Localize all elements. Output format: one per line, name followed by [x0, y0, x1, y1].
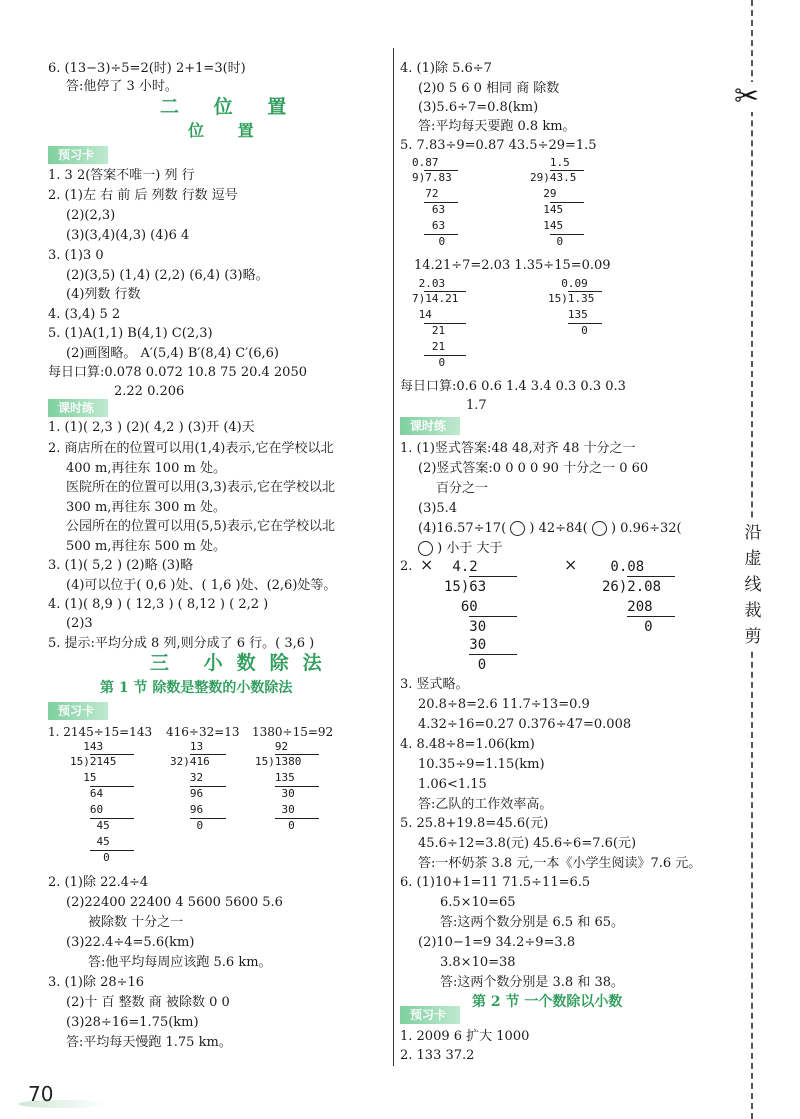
- answer-line: 4. (3,4) 5 2: [48, 307, 121, 322]
- comparison-text: ) 0.96÷32(: [610, 521, 682, 536]
- answer-line: 2. 133 37.2: [400, 1048, 475, 1063]
- division-row: 21: [412, 324, 446, 337]
- division-equation: 1380÷15=92: [252, 725, 334, 739]
- division-row: 14: [412, 308, 432, 321]
- answer-line: 4. 8.48÷8=1.06(km): [400, 737, 535, 752]
- division-row: 21: [412, 340, 446, 353]
- division-row: 135: [255, 771, 295, 784]
- answer-circle: [418, 541, 433, 556]
- answer-line: 1. (1)( 2,3 ) (2)( 4,2 ) (3)开 (4)天: [48, 420, 255, 435]
- answer-line: 4.32÷16=0.27 0.376÷47=0.008: [418, 717, 632, 732]
- answer-line: 答:平均每天要跑 0.8 km。: [418, 119, 576, 134]
- answer-line: (3)5.6÷7=0.8(km): [418, 100, 539, 115]
- answer-line: 3.8×10=38: [440, 955, 516, 970]
- answer-line: 5. (1)A(1,1) B(4,1) C(2,3): [48, 326, 213, 341]
- answer-circle: [510, 521, 525, 536]
- answer-line: 1. 3 2(答案不唯一) 列 行: [48, 168, 195, 183]
- answer-line: 答:这两个数分别是 6.5 和 65。: [440, 915, 624, 930]
- division-row: 0.09: [548, 277, 588, 290]
- division-row: 30: [444, 637, 487, 653]
- answer-line: 3. (1)3 0: [48, 248, 104, 263]
- lesson-practice-tag: 课时练: [48, 399, 108, 417]
- answer-line: 1.06<1.15: [418, 777, 487, 792]
- answer-line: (4)可以位于( 0,6 )处、( 1,6 )处、(2,6)处等。: [66, 578, 337, 593]
- page-number: 70: [28, 1082, 54, 1106]
- answer-line: 答:平均每天慢跑 1.75 km。: [66, 1035, 232, 1050]
- answer-line: 答:这两个数分别是 3.8 和 38。: [440, 975, 624, 990]
- answer-line: 公园所在的位置可以用(5,5)表示,它在学校以北: [66, 519, 335, 534]
- division-row: 0: [412, 235, 446, 248]
- division-row: 30: [255, 803, 295, 816]
- division-row: 15)2145: [70, 755, 117, 768]
- answer-line: 2. 商店所在的位置可以用(1,4)表示,它在学校以北: [48, 441, 334, 456]
- division-row: 63: [412, 203, 446, 216]
- division-row: 0: [70, 851, 110, 864]
- division-row: 0: [444, 657, 487, 673]
- lesson-practice-tag: 课时练: [400, 417, 460, 435]
- division-row: 0: [602, 619, 653, 635]
- answer-circle: [592, 521, 607, 536]
- answer-line: (3)22.4÷4=5.6(km): [66, 935, 195, 950]
- answer-line: (2)十 百 整数 商 被除数 0 0: [66, 995, 230, 1010]
- answer-line: 20.8÷8=2.6 11.7÷13=0.9: [418, 697, 590, 712]
- chapter-title: 二 位 置: [160, 96, 301, 118]
- answer-line: 答:他停了 3 小时。: [66, 79, 178, 94]
- answer-line: (2)(3,5) (1,4) (2,2) (6,4) (3)略。: [66, 268, 269, 283]
- answer-line: 500 m,再往东 500 m 处。: [66, 539, 226, 554]
- question-number: 2.: [400, 559, 413, 574]
- answer-line: (3)(3,4)(4,3) (4)6 4: [66, 228, 190, 243]
- answer-line: 百分之一: [436, 481, 489, 496]
- division-row: 29)43.5: [530, 171, 577, 184]
- chapter-title: 三 小数除法: [150, 652, 336, 674]
- answer-line: (4)列数 行数: [66, 287, 141, 302]
- division-row: 13: [170, 740, 204, 753]
- preview-card-tag: 预习卡: [48, 146, 108, 164]
- cut-char: 剪: [744, 627, 762, 647]
- answer-line: (2)22400 22400 4 5600 5600 5.6: [66, 895, 283, 910]
- division-row: 15)1.35: [548, 292, 595, 305]
- division-row: 92: [255, 740, 289, 753]
- division-equation: 1. 2145÷15=143: [48, 725, 153, 739]
- division-row: 143: [70, 740, 104, 753]
- division-row: 15)63: [444, 579, 487, 595]
- division-row: 15: [70, 771, 97, 784]
- answer-line: 5. 25.8+19.8=45.6(元): [400, 816, 549, 831]
- answer-line: 4. (1)( 8,9 ) ( 12,3 ) ( 8,12 ) ( 2,2 ): [48, 597, 269, 612]
- daily-calc: 每日口算:0.078 0.072 10.8 75 20.4 2050: [48, 365, 307, 380]
- answer-line: 14.21÷7=2.03 1.35÷15=0.09: [414, 258, 611, 273]
- answer-line: 答:乙队的工作效率高。: [418, 797, 553, 812]
- answer-line: 3. (1)除 28÷16: [48, 975, 145, 990]
- division-row: 15)1380: [255, 755, 302, 768]
- answer-line: 2. (1)除 22.4÷4: [48, 875, 149, 890]
- division-row: 0: [412, 356, 446, 369]
- answer-line: 3. 竖式略。: [400, 677, 469, 692]
- answer-line: (2)3: [66, 616, 93, 631]
- answer-line: (2)竖式答案:0 0 0 0 90 十分之一 0 60: [418, 461, 649, 476]
- answer-line: (2)(2,3): [66, 208, 116, 223]
- division-row: 0: [255, 819, 295, 832]
- comparison-text: (4)16.57÷17(: [418, 521, 507, 536]
- preview-card-tag: 预习卡: [400, 1006, 460, 1024]
- division-row: 96: [170, 803, 204, 816]
- division-row: 30: [444, 619, 487, 635]
- answer-line: 6. (1)10+1=11 71.5÷11=6.5: [400, 875, 591, 890]
- answer-line: 答:他平均每周应该跑 5.6 km。: [88, 955, 272, 970]
- preview-card-tag: 预习卡: [48, 702, 108, 720]
- answer-line: 6.5×10=65: [440, 895, 516, 910]
- division-row: 0.08: [602, 559, 645, 575]
- answer-line: 2. (1)左 右 前 后 列数 行数 逗号: [48, 188, 238, 203]
- answer-line: 45.6÷12=3.8(元) 45.6÷6=7.6(元): [418, 836, 637, 851]
- answer-line: (2)0 5 6 0 相同 商 除数: [418, 81, 560, 96]
- cut-char: 线: [744, 575, 762, 595]
- division-row: 72: [412, 187, 439, 200]
- answer-line: (2)10−1=9 34.2÷9=3.8: [418, 935, 576, 950]
- scissors-icon: ✂: [734, 79, 760, 114]
- answer-line: (3)28÷16=1.75(km): [66, 1015, 199, 1030]
- daily-calc: 2.22 0.206: [114, 384, 185, 399]
- division-row: 0: [170, 819, 204, 832]
- division-row: 64: [70, 787, 104, 800]
- division-row: 26)2.08: [602, 579, 662, 595]
- cross-mark: ×: [564, 555, 578, 574]
- comparison-text: ) 小于 大于: [437, 541, 503, 556]
- answer-line: 被除数 十分之一: [88, 915, 184, 930]
- division-row: 32: [170, 771, 204, 784]
- division-row: 208: [602, 599, 653, 615]
- cut-char: 虚: [744, 549, 762, 569]
- division-row: 135: [548, 308, 588, 321]
- column-divider: [393, 48, 394, 1066]
- division-row: 60: [70, 803, 104, 816]
- section-title: 第 2 节 一个数除以小数: [472, 994, 623, 1010]
- division-row: 2.03: [412, 277, 446, 290]
- answer-line: 5. 7.83÷9=0.87 43.5÷29=1.5: [400, 138, 597, 153]
- division-row: 30: [255, 787, 295, 800]
- division-row: 60: [444, 599, 478, 615]
- daily-calc: 每日口算:0.6 0.6 1.4 3.4 0.3 0.3 0.3: [400, 379, 626, 394]
- answer-line: 3. (1)( 5,2 ) (2)略 (3)略: [48, 558, 194, 573]
- division-row: 145: [530, 219, 564, 232]
- answer-line: 1. (1)竖式答案:48 48,对齐 48 十分之一: [400, 441, 636, 456]
- comparison-line: [418, 520, 682, 537]
- answer-line: 300 m,再往东 300 m 处。: [66, 500, 226, 515]
- division-row: 29: [530, 187, 557, 200]
- section-title: 第 1 节 除数是整数的小数除法: [100, 680, 293, 696]
- answer-line: 400 m,再往东 100 m 处。: [66, 461, 226, 476]
- division-row: 45: [70, 835, 110, 848]
- comparison-text: ) 42÷84(: [529, 521, 588, 536]
- division-row: 4.2: [444, 559, 478, 575]
- division-equation: 416÷32=13: [166, 725, 240, 739]
- section-title: 位 置: [188, 121, 268, 140]
- daily-calc: 1.7: [466, 398, 487, 413]
- division-row: 1.5: [530, 156, 570, 169]
- division-row: 0: [548, 324, 588, 337]
- cross-mark: ×: [420, 555, 434, 574]
- division-row: 0: [530, 235, 564, 248]
- division-row: 145: [530, 203, 564, 216]
- answer-line: 10.35÷9=1.15(km): [418, 757, 545, 772]
- division-row: 9)7.83: [412, 171, 452, 184]
- cut-instruction: [740, 520, 766, 650]
- division-row: 7)14.21: [412, 292, 459, 305]
- cut-char: 裁: [744, 601, 762, 621]
- division-row: 0.87: [412, 156, 439, 169]
- division-row: 45: [70, 819, 110, 832]
- answer-line: 5. 提示:平均分成 8 列,则分成了 6 行。( 3,6 ): [48, 636, 315, 651]
- answer-line: (2)画图略。 A′(5,4) B′(8,4) C′(6,6): [66, 346, 280, 361]
- cut-char: 沿: [744, 523, 762, 543]
- division-row: 63: [412, 219, 446, 232]
- answer-line: 1. 2009 6 扩大 1000: [400, 1029, 530, 1044]
- answer-line: 4. (1)除 5.6÷7: [400, 61, 492, 76]
- answer-line: 6. (13−3)÷5=2(时) 2+1=3(时): [48, 61, 246, 76]
- answer-line: 医院所在的位置可以用(3,3)表示,它在学校以北: [66, 480, 335, 495]
- division-row: 32)416: [170, 755, 210, 768]
- division-row: 96: [170, 787, 204, 800]
- answer-line: (3)5.4: [418, 501, 458, 516]
- answer-line: 答:一杯奶茶 3.8 元,一本《小学生阅读》7.6 元。: [418, 856, 702, 871]
